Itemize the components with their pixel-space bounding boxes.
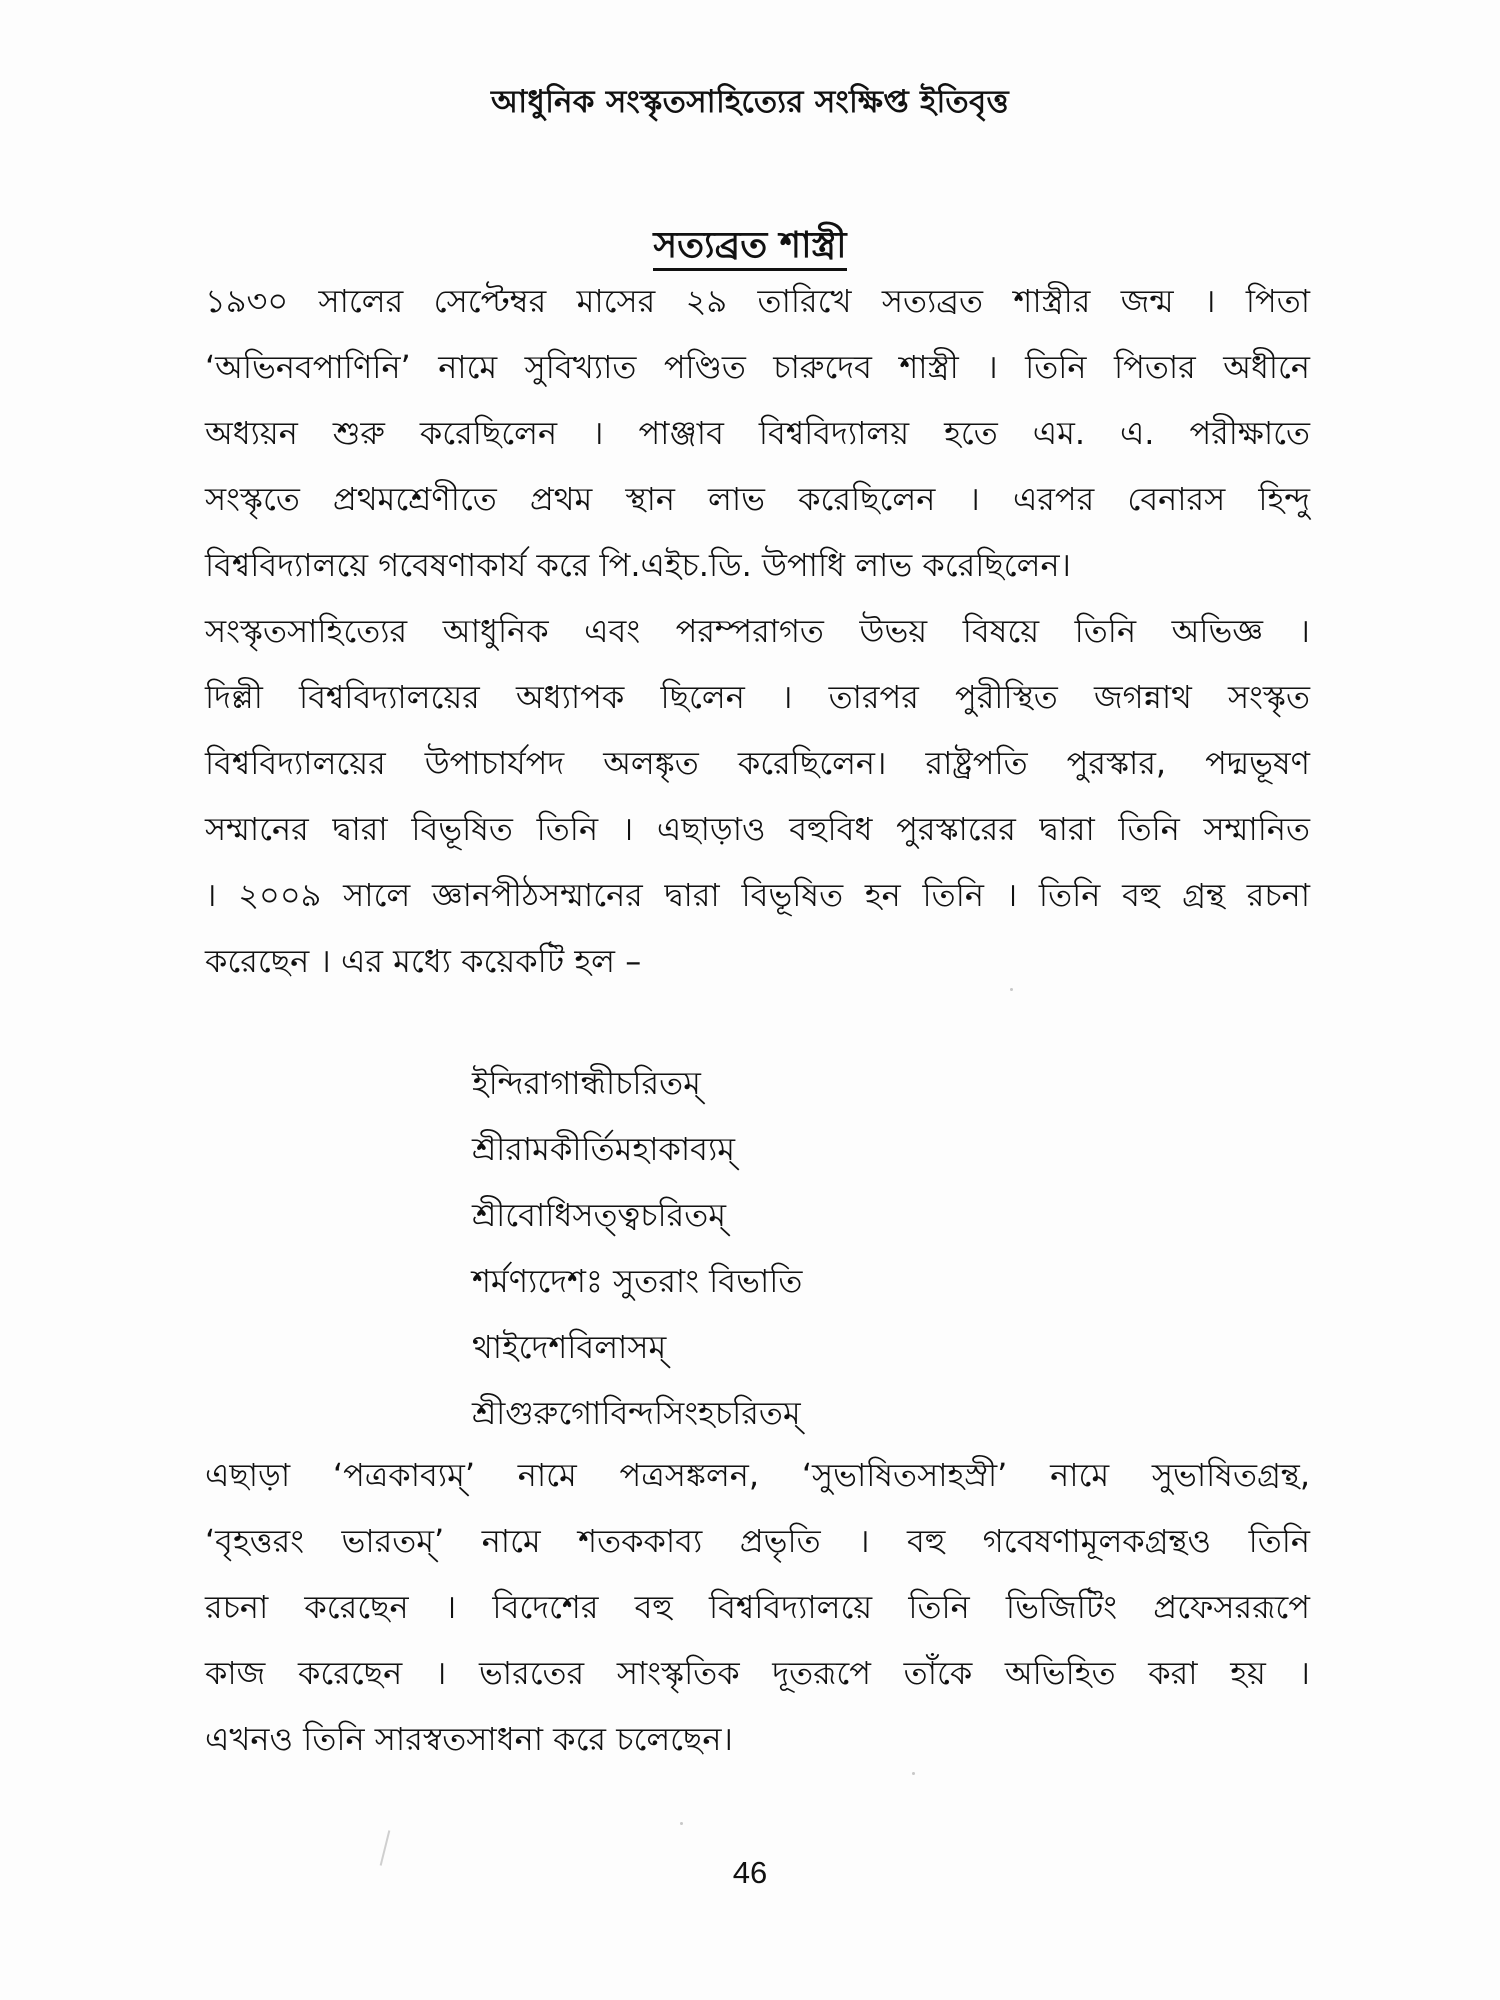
paragraph-line: । ২০০৯ সালে জ্ঞানপীঠসম্মানের দ্বারা বিভূষিত হন তিনি । তিনি বহু গ্রন্থ রচনা	[205, 876, 1310, 914]
biography-paragraph-1	[205, 268, 1310, 994]
scan-artifact-dot	[1010, 988, 1013, 991]
page-number: 46	[732, 1855, 768, 1890]
paragraph-line: সংস্কৃতে প্রথমশ্রেণীতে প্রথম স্থান লাভ করেছিলেন । এরপর বেনারস হিন্দু	[205, 480, 1310, 518]
works-list-item: শ্রীরামকীর্তিমহাকাব্যম্	[472, 1130, 736, 1168]
scan-artifact-dot	[680, 1822, 683, 1825]
works-list-item: ইন্দিরাগান্ধীচরিতম্	[472, 1064, 701, 1102]
works-list-item: শ্রীগুরুগোবিন্দসিংহচরিতম্	[472, 1394, 801, 1432]
works-list-item: শ্রীবোধিসত্ত্বচরিতম্	[472, 1196, 727, 1234]
paragraph-line: অধ্যয়ন শুরু করেছিলেন । পাঞ্জাব বিশ্ববিদ্যালয় হতে এম. এ. পরীক্ষাতে	[205, 414, 1310, 452]
section-title-text: সত্যব্রত শাস্ত্রী	[653, 225, 846, 271]
paragraph-line: ‘বৃহত্তরং ভারতম্’ নামে শতককাব্য প্রভৃতি । বহু গবেষণামূলকগ্রন্থও তিনি	[205, 1522, 1310, 1560]
paragraph-line: এছাড়া ‘পত্রকাব্যম্’ নামে পত্রসঙ্কলন, ‘সুভাষিতসাহস্রী’ নামে সুভাষিতগ্রন্থ,	[205, 1456, 1310, 1494]
works-list-item: শর্মণ্যদেশঃ সুতরাং বিভাতি	[472, 1262, 803, 1300]
paragraph-line: রচনা করেছেন । বিদেশের বহু বিশ্ববিদ্যালয়ে তিনি ভিজিটিং প্রফেসররূপে	[205, 1588, 1310, 1626]
paragraph-line: বিশ্ববিদ্যালয়ের উপাচার্যপদ অলঙ্কৃত করেছিলেন। রাষ্ট্রপতি পুরস্কার, পদ্মভূষণ	[205, 744, 1310, 782]
paragraph-line: দিল্লী বিশ্ববিদ্যালয়ের অধ্যাপক ছিলেন । তারপর পুরীস্থিত জগন্নাথ সংস্কৃত	[205, 678, 1310, 716]
paragraph-line: ১৯৩০ সালের সেপ্টেম্বর মাসের ২৯ তারিখে সত্যব্রত শাস্ত্রীর জন্ম । পিতা	[205, 282, 1310, 320]
biography-paragraph-2	[205, 1442, 1310, 1772]
paragraph-line: সংস্কৃতসাহিত্যের আধুনিক এবং পরম্পরাগত উভয় বিষয়ে তিনি অভিজ্ঞ ।	[205, 612, 1310, 650]
paragraph-line: এখনও তিনি সারস্বতসাধনা করে চলেছেন।	[205, 1720, 733, 1758]
works-list-item: থাইদেশবিলাসম্	[472, 1328, 667, 1366]
running-head: আধুনিক সংস্কৃতসাহিত্যের সংক্ষিপ্ত ইতিবৃত্ত	[490, 84, 1010, 120]
paragraph-line: সম্মানের দ্বারা বিভূষিত তিনি । এছাড়াও বহুবিধ পুরস্কারের দ্বারা তিনি সম্মানিত	[205, 810, 1310, 848]
paragraph-line: বিশ্ববিদ্যালয়ে গবেষণাকার্য করে পি.এইচ.ডি. উপাধি লাভ করেছিলেন।	[205, 546, 1071, 584]
scan-artifact-dot	[912, 1772, 915, 1775]
works-list	[472, 1050, 802, 1446]
paragraph-line: কাজ করেছেন । ভারতের সাংস্কৃতিক দূতরূপে তাঁকে অভিহিত করা হয় ।	[205, 1654, 1310, 1692]
paragraph-line: ‘অভিনবপাণিনি’ নামে সুবিখ্যাত পণ্ডিত চারুদেব শাস্ত্রী । তিনি পিতার অধীনে	[205, 348, 1310, 386]
paragraph-line: করেছেন । এর মধ্যে কয়েকটি হল –	[205, 942, 642, 980]
